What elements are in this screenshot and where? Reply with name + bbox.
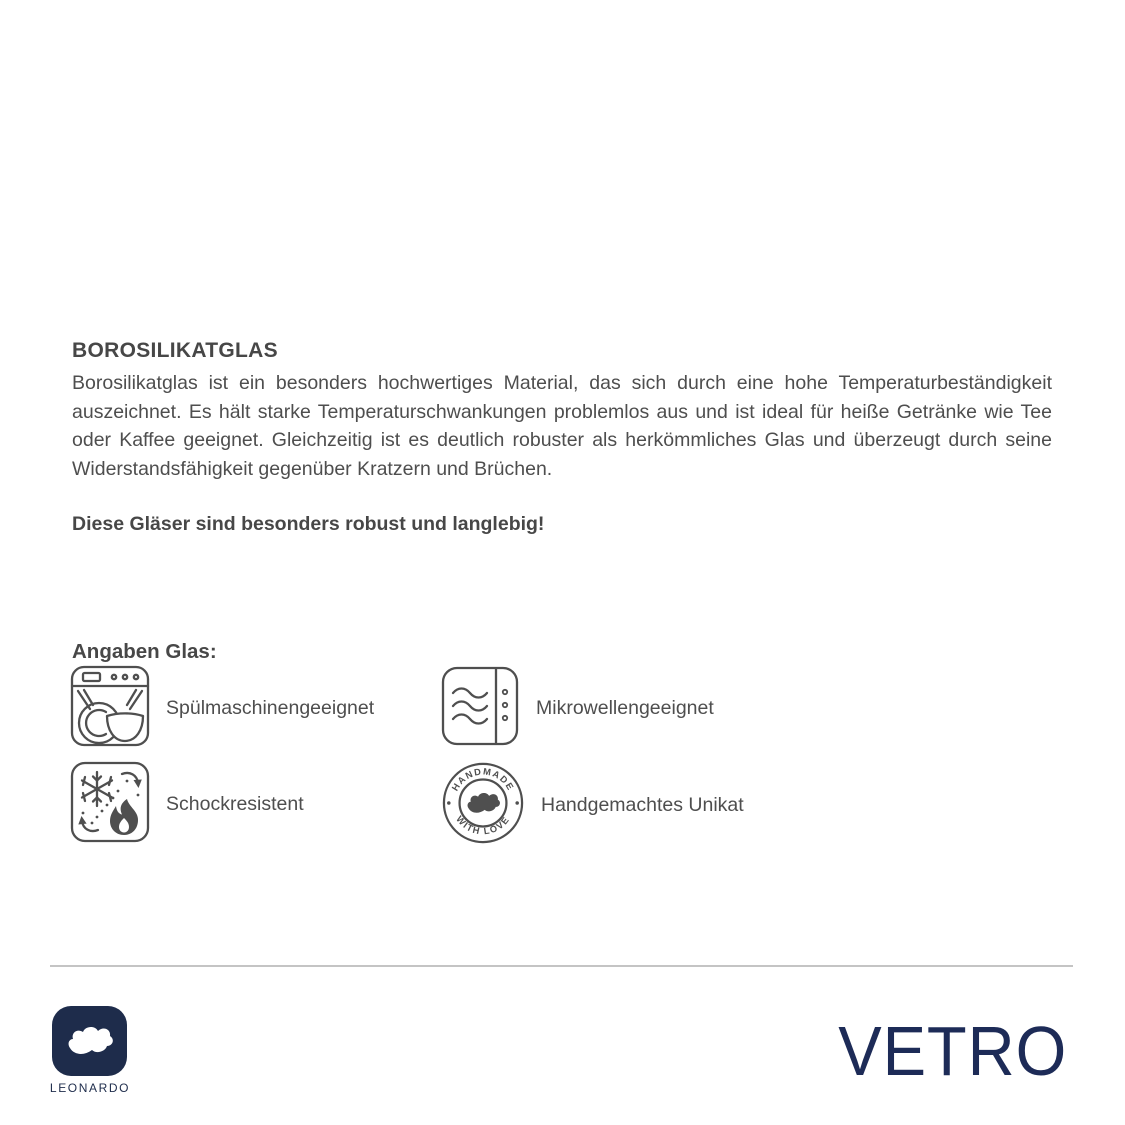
collection-name: VETRO (838, 1012, 1067, 1090)
feature-dishwasher-safe (70, 666, 374, 750)
feature-microwave-safe (440, 668, 714, 748)
dishwasher-icon (70, 664, 150, 753)
feature-shock-resistant (70, 763, 304, 845)
features-title: Angaben Glas: (72, 640, 217, 663)
feature-label: Schockresistent (166, 792, 304, 815)
svg-text:WITH LOVE (454, 814, 511, 836)
badge-bottom-text: WITH LOVE (454, 813, 512, 836)
divider (50, 965, 1073, 967)
handmade-badge-icon (441, 761, 525, 850)
feature-label: Spülmaschinengeeignet (166, 696, 375, 719)
cloud-icon (67, 1026, 113, 1056)
description-paragraph: Borosilikatglas ist ein besonders hochwertiges Material, das sich durch eine hohe Temperaturbeständigkeit auszeichnet. Es hält starke Temperaturschwankungen problemlos aus und ist ideal für heiße Getränke wie Tee oder Kaffee geeignet. Gleichzeitig ist es deutlich robuster als herkömmliches Glas und überzeugt durch seine Widerstandsfähigkeit gegenüber Kratzern und Brüchen. (72, 372, 1052, 480)
description-section (72, 338, 1052, 536)
feature-label: Handgemachtes Unikat (541, 793, 744, 816)
brand-name: LEONARDO (49, 1081, 131, 1095)
shock-resistant-icon (70, 761, 150, 848)
leonardo-logo (52, 1006, 127, 1076)
section-heading: BOROSILIKATGLAS (72, 339, 278, 362)
badge-top-text: HANDMADE (449, 765, 517, 793)
microwave-icon (440, 666, 520, 751)
cloud-glyph (468, 792, 500, 812)
feature-handmade (441, 763, 744, 847)
feature-label: Mikrowellengeeignet (536, 696, 714, 719)
highlight-text: Diese Gläser sind besonders robust und langlebig! (72, 513, 545, 536)
